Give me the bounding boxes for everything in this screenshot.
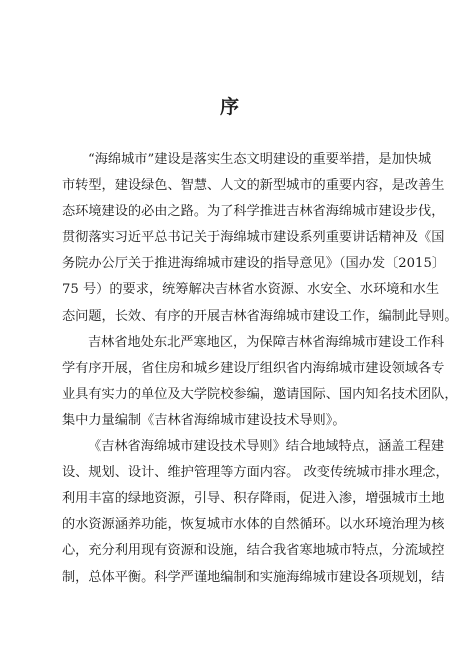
text-line: 《吉林省海绵城市建设技术导则》结合地域特点，涵盖工程建 (88, 439, 445, 455)
text-line: 利用丰富的绿地资源，引导、积存降雨，促进入渗，增强城市土地 (62, 491, 445, 507)
body-text (62, 147, 458, 591)
text-line: “海绵城市”建设是落实生态文明建设的重要举措，是加快城 (88, 152, 432, 167)
text-line: 集中力量编制《吉林省海绵城市建设技术导则》。 (62, 412, 346, 428)
text-line: 务院办公厅关于推进海绵城市建设的指导意见》（国办发〔2015〕 (62, 256, 446, 272)
page-title: 序 (219, 96, 240, 118)
text-line: 态问题，长效、有序的开展吉林省海绵城市建设工作，编制此导则。 (62, 308, 458, 324)
text-line: 学有序开展，省住房和城乡建设厅组织省内海绵城市建设领域各专 (62, 360, 445, 376)
text-line: 业具有实力的单位及大学院校参编，邀请国际、国内知名技术团队， (62, 386, 458, 402)
text-line: 贯彻落实习近平总书记关于海绵城市建设系列重要讲话精神及《国 (62, 230, 445, 246)
text-line: 心，充分利用现有资源和设施，结合我省寒地城市特点，分流域控 (62, 543, 445, 559)
text-line: 的水资源涵养功能，恢复城市水体的自然循环。以水环境治理为核 (62, 517, 445, 533)
text-line: 态环境建设的必由之路。为了科学推进吉林省海绵城市建设步伐， (62, 204, 445, 220)
text-line: 75 号）的要求，统筹解决吉林省水资源、水安全、水环境和水生 (62, 282, 440, 298)
text-line: 制，总体平衡。科学严谨地编制和实施海绵城市建设各项规划，结 (62, 569, 445, 585)
text-line: 设、规划、设计、维护管理等方面内容。 改变传统城市排水理念， (62, 465, 449, 481)
text-line: 吉林省地处东北严寒地区，为保障吉林省海绵城市建设工作科 (88, 334, 445, 350)
text-line: 市转型，建设绿色、智慧、人文的新型城市的重要内容，是改善生 (62, 178, 445, 194)
